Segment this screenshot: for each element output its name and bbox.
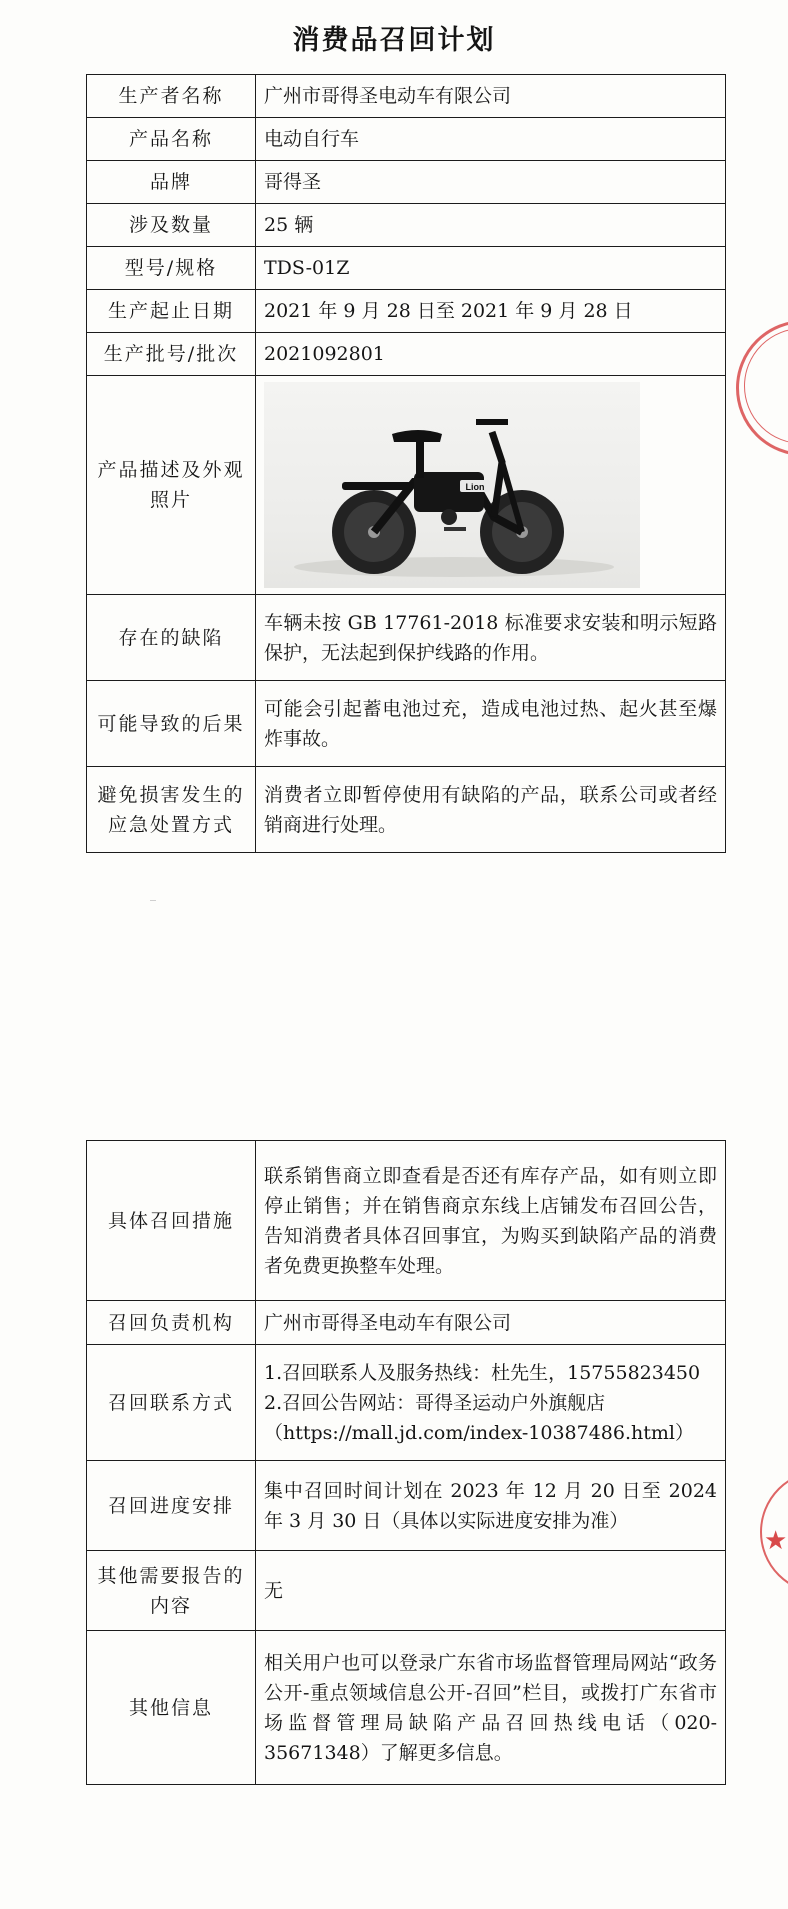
contact-value [256, 1345, 726, 1461]
contact-line: 1.召回联系人及服务热线：杜先生，15755823450 [264, 1361, 701, 1384]
table-row [87, 1631, 726, 1785]
row-label: 存在的缺陷 [87, 595, 256, 681]
table-row [87, 681, 726, 767]
table-row [87, 1301, 726, 1345]
bike-brand-mark: Lion [465, 482, 485, 492]
row-label: 可能导致的后果 [87, 681, 256, 767]
table-row [87, 1141, 726, 1301]
row-label: 型号/规格 [87, 247, 256, 290]
table-row [87, 75, 726, 118]
row-value: 2021092801 [256, 333, 726, 376]
photo-cell [256, 376, 726, 595]
row-value: 2021 年 9 月 28 日至 2021 年 9 月 28 日 [256, 290, 726, 333]
recall-measures-table [86, 1140, 726, 1785]
seal-star-icon: ★ [764, 1526, 788, 1556]
row-label: 生产起止日期 [87, 290, 256, 333]
row-label: 召回联系方式 [87, 1345, 256, 1461]
row-label: 涉及数量 [87, 204, 256, 247]
row-value: 广州市哥得圣电动车有限公司 [256, 75, 726, 118]
row-label: 产品名称 [87, 118, 256, 161]
table-row [87, 376, 726, 595]
table-row [87, 1461, 726, 1551]
row-label: 产品描述及外观照片 [87, 376, 256, 595]
table-row [87, 161, 726, 204]
table-row [87, 595, 726, 681]
table-row [87, 333, 726, 376]
row-value: 车辆未按 GB 17761-2018 标准要求安装和明示短路保护，无法起到保护线路的作用。 [256, 595, 726, 681]
recall-info-table [86, 74, 726, 853]
scan-speck [150, 900, 156, 901]
row-label: 召回负责机构 [87, 1301, 256, 1345]
contact-line: （https://mall.jd.com/index-10387486.html） [264, 1421, 694, 1444]
row-value: 消费者立即暂停使用有缺陷的产品，联系公司或者经销商进行处理。 [256, 767, 726, 853]
row-label: 品牌 [87, 161, 256, 204]
row-label: 避免损害发生的应急处置方式 [87, 767, 256, 853]
table-row [87, 204, 726, 247]
row-value: 电动自行车 [256, 118, 726, 161]
contact-line: 2.召回公告网站：哥得圣运动户外旗舰店 [264, 1391, 606, 1414]
table-row [87, 247, 726, 290]
row-label: 生产者名称 [87, 75, 256, 118]
row-label: 具体召回措施 [87, 1141, 256, 1301]
row-value: 无 [256, 1551, 726, 1631]
row-label: 召回进度安排 [87, 1461, 256, 1551]
row-label: 其他需要报告的内容 [87, 1551, 256, 1631]
product-photo [264, 382, 640, 588]
row-value: TDS-01Z [256, 247, 726, 290]
row-value: 集中召回时间计划在 2023 年 12 月 20 日至 2024 年 3 月 30 日（具体以实际进度安排为准） [256, 1461, 726, 1551]
table-row [87, 1551, 726, 1631]
row-value: 哥得圣 [256, 161, 726, 204]
row-value: 广州市哥得圣电动车有限公司 [256, 1301, 726, 1345]
row-value: 25 辆 [256, 204, 726, 247]
table-row [87, 1345, 726, 1461]
row-label: 生产批号/批次 [87, 333, 256, 376]
row-value: 相关用户也可以登录广东省市场监督管理局网站“政务公开-重点领域信息公开-召回”栏目，或拨打广东省市场监督管理局缺陷产品召回热线电话（020-35671348）了解更多信息。 [256, 1631, 726, 1785]
electric-bike-image [264, 382, 640, 588]
row-value: 可能会引起蓄电池过充，造成电池过热、起火甚至爆炸事故。 [256, 681, 726, 767]
table-row [87, 290, 726, 333]
row-value: 联系销售商立即查看是否还有库存产品，如有则立即停止销售；并在销售商京东线上店铺发布召回公告，告知消费者具体召回事宜，为购买到缺陷产品的消费者免费更换整车处理。 [256, 1141, 726, 1301]
row-label: 其他信息 [87, 1631, 256, 1785]
table-row [87, 767, 726, 853]
document-title: 消费品召回计划 [292, 25, 496, 56]
table-row [87, 118, 726, 161]
